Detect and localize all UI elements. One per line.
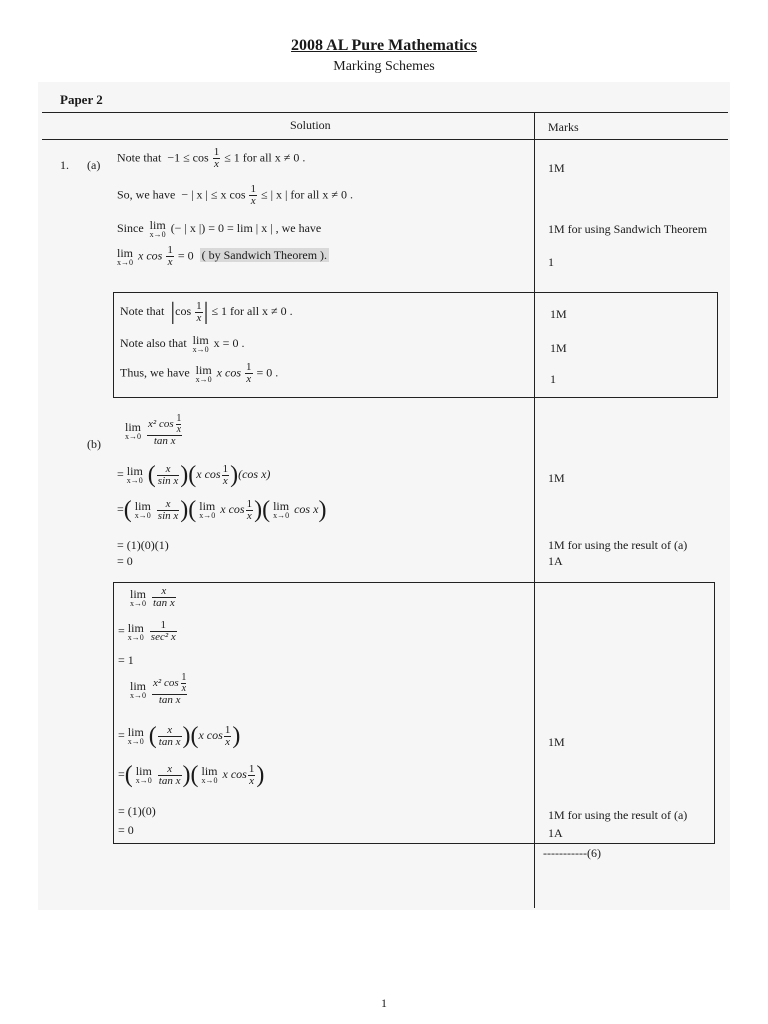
fraction-1-over-x: $\frac{1}{x}$ <box>246 361 252 385</box>
math-tail: ≤ 1 for all x ≠ 0 . <box>211 303 293 318</box>
text: Note that <box>117 150 162 165</box>
limit-operator: lim x→0 <box>125 419 142 441</box>
abs-bar: | <box>170 299 176 325</box>
solution-b-line-5: = 0 <box>117 554 133 568</box>
solution-a-line-2 <box>117 184 353 207</box>
alt-b-line-7: = (1)(0) <box>118 804 156 818</box>
text: Note that <box>120 303 165 318</box>
page-number: 1 <box>381 996 387 1010</box>
alt-a-line-3 <box>120 362 278 385</box>
alt-b-line-1: lim x→0 $\frac{x}{\text{tan x}}$ <box>130 585 175 609</box>
solution-b-line-1 <box>125 414 183 447</box>
alt-a-line-2 <box>120 334 244 354</box>
solution-a-line-4 <box>117 245 329 268</box>
total-marks: -----------(6) <box>543 846 601 860</box>
text: Thus, we have <box>120 365 190 380</box>
mark-alt-a-2: 1M <box>550 341 567 355</box>
limit-operator: lim x→0 <box>195 362 212 384</box>
abs-bar: | <box>203 299 209 325</box>
solution-a-line-3 <box>117 219 321 239</box>
mark-alt-b-1: 1M <box>548 735 565 749</box>
alt-b-line-6: =( lim x→0 $\frac{x}{\text{tan x}}$ )( lim x→0 x cos $\frac{1}{x}$ ) <box>118 762 265 788</box>
part-a-label: (a) <box>87 158 101 172</box>
limit-operator: lim x→0 <box>192 333 209 354</box>
part-b-label: (b) <box>87 437 101 451</box>
alt-b-line-2: = lim x→0 $\frac{1}{\text{sec² x}}$ <box>118 619 176 643</box>
math: (− | x |) = 0 = lim | x | , we have <box>170 220 322 235</box>
alt-b-line-3: = 1 <box>118 653 134 667</box>
paper-label: Paper 2 <box>60 92 103 107</box>
mark-b-1: 1M <box>548 471 565 485</box>
document-title: 2008 AL Pure Mathematics <box>291 37 477 54</box>
table-top-rule <box>42 112 728 113</box>
limit-operator: lim x→0 <box>126 464 143 485</box>
text: Note also that <box>120 335 187 350</box>
solution-b-line-4: = (1)(0)(1) <box>117 538 169 552</box>
mark-alt-b-3: 1A <box>548 826 563 840</box>
text: So, we have <box>117 187 176 202</box>
solution-column-header: Solution <box>290 118 331 132</box>
math-tail: = 0 <box>177 248 194 263</box>
solution-a-line-1 <box>117 147 305 170</box>
fraction-1-over-x: $\frac{1}{x}$ <box>167 244 173 268</box>
mark-a-2: 1M for using Sandwich Theorem <box>548 222 708 236</box>
fraction-main: x² cos $\frac{1}{x}$ tan x <box>148 413 182 447</box>
sandwich-theorem-note: ( by Sandwich Theorem ). <box>201 248 328 263</box>
alt-b-line-5: = lim x→0 ( $\frac{x}{\text{tan x}}$ )(x cos $\frac{1}{x}$ ) <box>118 723 241 749</box>
math-tail: x = 0 . <box>213 335 245 350</box>
solution-b-line-3: =( lim x→0 $\frac{x}{\text{sin x}}$ )( lim x→0 x cos $\frac{1}{x}$ )( lim x→0 cos x) <box>117 497 327 523</box>
math: −1 ≤ cos <box>167 150 209 165</box>
mark-a-1: 1M <box>548 161 565 175</box>
alt-a-line-1 <box>120 300 293 324</box>
question-number: 1. <box>60 158 69 172</box>
mark-alt-a-1: 1M <box>550 307 567 321</box>
fraction-1-over-x: $\frac{1}{x}$ <box>250 183 256 207</box>
math-tail: ≤ | x | for all x ≠ 0 . <box>260 187 353 202</box>
limit-operator: lim x→0 <box>117 245 134 267</box>
table-header-rule <box>42 139 728 140</box>
math-tail: ≤ 1 for all x ≠ 0 . <box>224 150 306 165</box>
fraction-1-over-x: $\frac{1}{x}$ <box>213 146 220 170</box>
math: cos <box>175 303 192 318</box>
math-tail: = 0 . <box>256 365 279 380</box>
limit-operator: lim x→0 <box>149 218 166 239</box>
math: − | x | ≤ x cos <box>181 187 246 202</box>
alternative-solution-b-box <box>113 582 715 844</box>
solution-b-line-2: = lim x→0 ( $\frac{x}{\text{sin x}}$ )(x cos $\frac{1}{x}$ )(cos x) <box>117 462 271 488</box>
text: Since <box>117 220 144 235</box>
alt-b-line-4: lim x→0 x² cos $\frac{1}{x}$ tan x <box>130 672 187 706</box>
fraction-1-over-x: $\frac{1}{x}$ <box>196 299 202 324</box>
alt-b-line-8: = 0 <box>118 823 134 837</box>
mark-alt-b-2: 1M for using the result of (a) <box>548 808 688 822</box>
mark-b-2: 1M for using the result of (a) <box>548 538 688 552</box>
mark-a-3: 1 <box>548 255 554 269</box>
mark-b-3: 1A <box>548 554 563 568</box>
math: x cos <box>216 365 241 380</box>
mark-alt-a-3: 1 <box>550 372 556 386</box>
marks-column-header: Marks <box>548 120 579 134</box>
document-subtitle: Marking Schemes <box>333 59 435 74</box>
math: x cos <box>138 248 163 263</box>
